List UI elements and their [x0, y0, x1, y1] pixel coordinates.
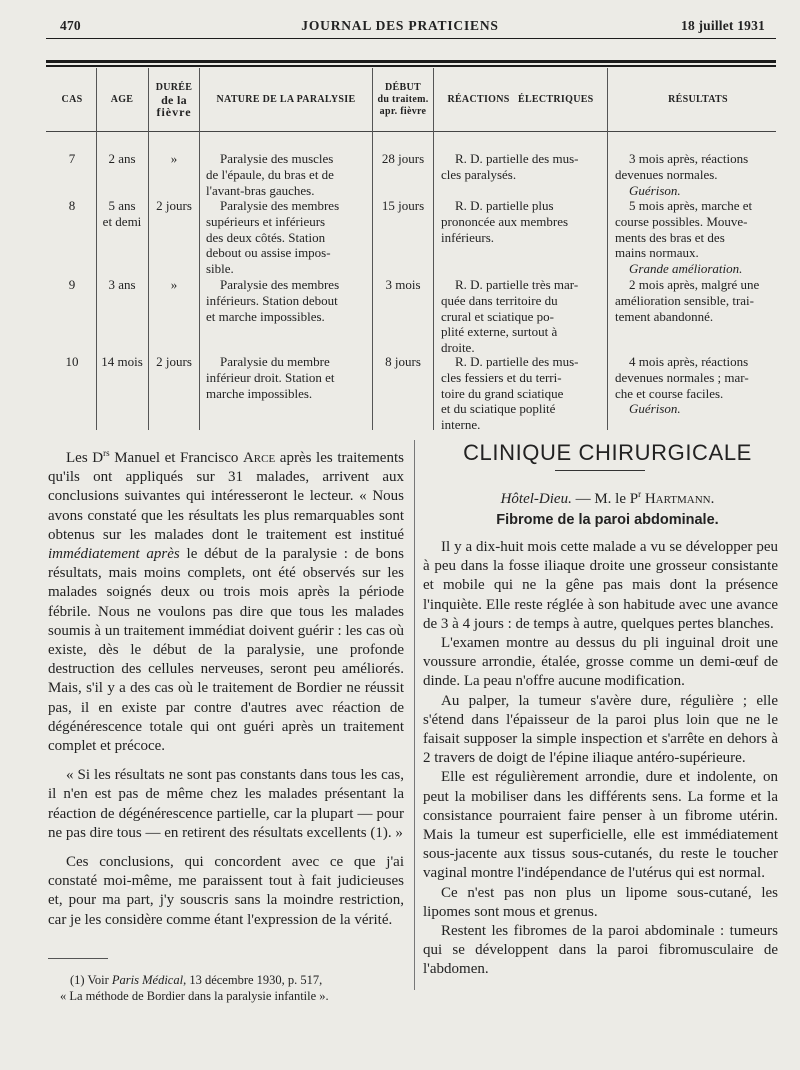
issue-date: 18 juillet 1931 — [681, 18, 765, 33]
header-rule — [46, 38, 776, 39]
paragraph: Au palper, la tumeur s'avère dure, régulière ; elle s'étend dans l'épaisseur de la paroi plus loin que ne le faisait supposer la simple inspection et s'arrête en dehors à 2 travers de doigt de l'épine iliaque antéro-supérieure. — [423, 692, 778, 767]
paragraph: Les $D^{rs}$ Manuel et Francisco Arce après les traitements qu'ils ont appliqués sur 31 malades, arrivent aux conclusions suivantes qui intéresseront le lecteur. « Nous avons constaté que les résultats les plus remarquables sont obtenus sur les malades dont le traitement est institué immédiatement après le début de la paralysie : de bons résultats, mais moins complets, ont été observés sur les malades soignés deux ou trois mois après la période fébrile. Nous ne voulons pas dire que tous les malades soumis à un traitement immédiat doivent guérir : les cas où existe, dès le début de la paralysie, une profonde destruction des cellules nerveuses, seront peu améliorés. Mais, s'il y a des cas où le traitement de Bordier ne réussit pas, il en existe par contre d'autres avec réaction de dégénérescence totale qui ont guéri après un traitement complet et précoce. — [48, 448, 404, 755]
paragraph: « Si les résultats ne sont pas constants dans tous les cas, il n'en est pas de même chez les malades présentant la réaction de dégénérescence partielle, car la plupart — pour ne pas dire tous — en retirent des résultats excellents (1). » — [48, 767, 404, 841]
col-header-reactions: RÉACTIONS ÉLECTRIQUES — [447, 94, 594, 105]
table-top-rule-2 — [46, 65, 776, 67]
paragraph: Ce n'est pas non plus un lipome sous-cutané, les lipomes sont mous et grenus. — [423, 884, 778, 920]
col-header-nature: NATURE DE LA PARALYSIE — [216, 94, 356, 105]
paragraph: L'examen montre au dessus du pli inguinal droit une voussure arrondie, étalée, grosse comme un demi-œuf de dinde. La peau n'offre aucune modification. — [423, 635, 778, 690]
col-header-debut: DÉBUT du traitem. apr. fièvre — [377, 82, 429, 117]
table-head-rule — [46, 131, 776, 132]
paragraph: Restent les fibromes de la paroi abdominale : tumeurs qui se développent dans la paroi fibromusculaire de l'abdomen. — [423, 923, 778, 978]
footnote: (1) Voir Paris Médical, 13 décembre 1930, p. 517, « La méthode de Bordier dans la paralysie infantile ». — [60, 973, 329, 1003]
title-underline — [555, 470, 645, 471]
section-title: CLINIQUE CHIRURGICALE — [463, 440, 752, 465]
hospital-line: Hôtel-Dieu. — M. le $P^r$ Hartmann. — [500, 489, 715, 507]
column-divider — [414, 440, 415, 990]
table-top-rule — [46, 60, 776, 63]
paragraph: Elle est régulièrement arrondie, dure et indolente, on peut la mobiliser dans les différents sens. La forme et la consistance pourraient faire penser à un fibrome utérin. Mais la tumeur est superficielle, elle est immédiatement sous-jacente aux tissus sous-cutanés, du reste le toucher vaginal montre l'indépendance de l'utérus qui est normal. — [423, 769, 778, 882]
left-column-text — [48, 444, 404, 930]
col-header-cas: CAS — [61, 94, 83, 105]
paragraph: Ces conclusions, qui concordent avec ce que j'ai constaté moi-même, me paraissent tout à fait judicieuses et, pour ma part, j'y souscris sans la moindre restriction, car je les considère comme étant l'expression de la vérité. — [48, 854, 404, 928]
col-header-age: AGE — [110, 94, 134, 105]
col-header-duree: DURÉE de la fièvre — [155, 82, 193, 119]
right-column-text — [423, 538, 778, 980]
footnote-rule — [48, 958, 108, 959]
page-number: 470 — [60, 18, 81, 33]
case-title: Fibrome de la paroi abdominale. — [496, 512, 719, 528]
journal-title: JOURNAL DES PRATICIENS — [301, 18, 499, 33]
paragraph: Il y a dix-huit mois cette malade a vu se développer peu à peu dans la fosse iliaque droite une grosseur consistante et mobile qui ne la gêne pas mais dont la présence l'inquiète. Elle reste réglée à son habitude avec une avance de 3 à 4 jours : de temps à autre, quelques pertes blanches. — [423, 539, 778, 632]
col-header-resultats: RÉSULTATS — [668, 94, 728, 105]
